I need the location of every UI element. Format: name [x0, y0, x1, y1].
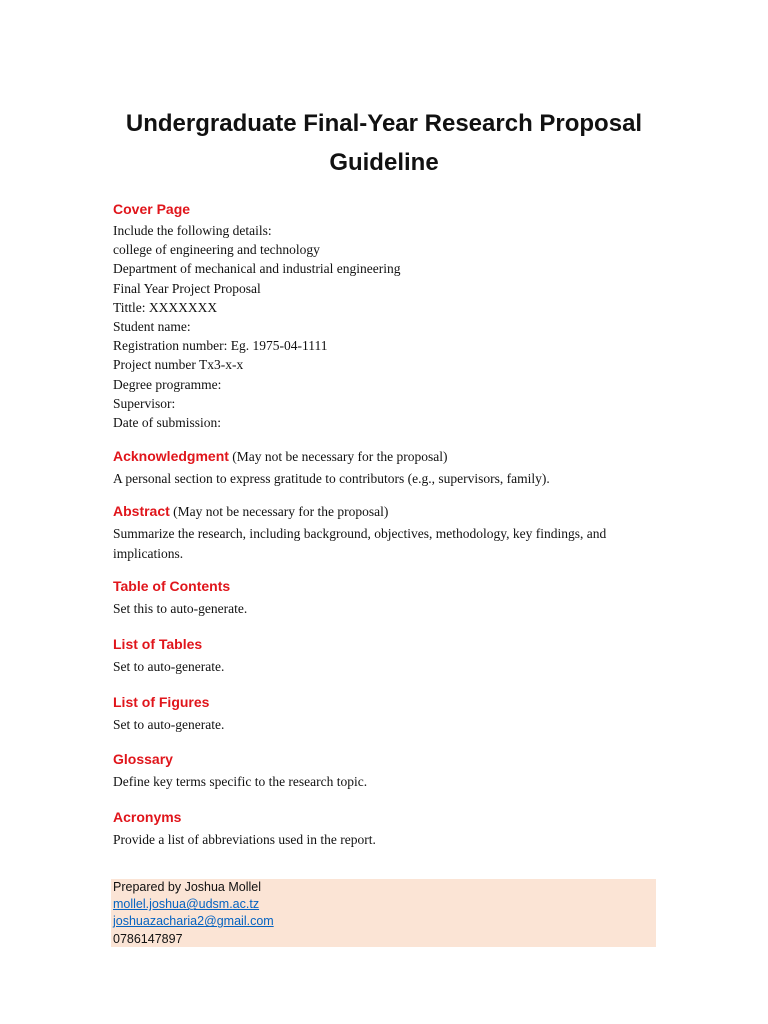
- cover-line: Department of mechanical and industrial engineering: [113, 261, 401, 277]
- section-cover-page: [113, 199, 658, 220]
- document-body: [113, 199, 658, 849]
- section-list-of-figures: [113, 692, 658, 713]
- section-body-acronyms: Provide a list of abbreviations used in the report.: [113, 831, 376, 847]
- title-line-1: Undergraduate Final-Year Research Proposal: [125, 110, 643, 137]
- section-note-acknowledgment: (May not be necessary for the proposal): [228, 449, 448, 465]
- cover-line: Include the following details:: [113, 223, 272, 238]
- section-body-glossary: Define key terms specific to the research topic.: [113, 774, 368, 790]
- section-body-table-of-contents: Set this to auto-generate.: [113, 600, 248, 616]
- phone-number: 0786147897: [113, 931, 183, 946]
- section-body-acknowledgment: A personal section to express gratitude to contributors (e.g., supervisors, family).: [113, 471, 550, 487]
- cover-line: Student name:: [113, 319, 191, 335]
- cover-line: Tittle: XXXXXXX: [113, 299, 218, 315]
- cover-line: Registration number: Eg. 1975-04-1111: [113, 338, 328, 354]
- section-heading-cover-page: Cover Page: [113, 201, 191, 217]
- section-heading-table-of-contents: Table of Contents: [113, 577, 231, 594]
- section-acknowledgment: [113, 446, 658, 467]
- section-acronyms: [113, 807, 658, 828]
- section-heading-abstract: Abstract: [113, 503, 170, 520]
- section-list-of-tables: [113, 634, 658, 655]
- cover-line: college of engineering and technology: [113, 242, 320, 258]
- section-heading-acknowledgment: Acknowledgment: [113, 448, 229, 465]
- section-heading-acronyms: Acronyms: [113, 808, 182, 825]
- section-glossary: [113, 749, 658, 770]
- title-line-2: Guideline: [329, 149, 439, 176]
- page-title: [0, 104, 768, 182]
- section-note-abstract: (May not be necessary for the proposal): [169, 504, 389, 520]
- author-contact-box: [111, 879, 656, 947]
- section-heading-glossary: Glossary: [113, 751, 173, 768]
- cover-line: Degree programme:: [113, 376, 222, 392]
- cover-line: Date of submission:: [113, 415, 221, 431]
- section-heading-list-of-tables: List of Tables: [113, 636, 203, 653]
- section-table-of-contents: [113, 576, 658, 597]
- section-heading-list-of-figures: List of Figures: [113, 694, 210, 711]
- email-link-gmail[interactable]: joshuazacharia2@gmail.com: [113, 914, 274, 929]
- cover-line: Final Year Project Proposal: [113, 280, 261, 296]
- cover-details-list: [113, 221, 658, 432]
- cover-line: Supervisor:: [113, 395, 176, 411]
- section-body-list-of-figures: Set to auto-generate.: [113, 717, 225, 733]
- section-abstract: [113, 501, 658, 522]
- cover-line: Project number Tx3-x-x: [113, 357, 244, 373]
- prepared-by-text: Prepared by Joshua Mollel: [113, 880, 261, 894]
- section-body-abstract: Summarize the research, including background, objectives, methodology, key findings, and implications.: [113, 526, 607, 561]
- email-link-udsm[interactable]: mollel.joshua@udsm.ac.tz: [113, 897, 260, 912]
- section-body-list-of-tables: Set to auto-generate.: [113, 659, 225, 675]
